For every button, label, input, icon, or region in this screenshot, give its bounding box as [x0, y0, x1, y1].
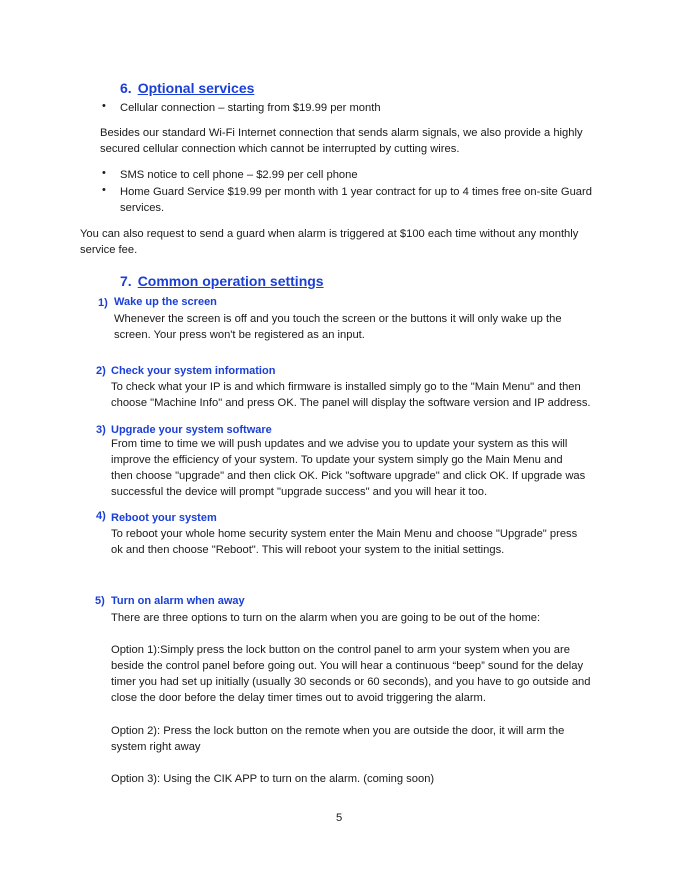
- section-6-title: Optional services: [137, 80, 255, 96]
- option-line: timer you had set up initially (usually 30 seconds or 60 seconds), and you have to go outside and: [111, 676, 591, 688]
- paragraph-line: secured cellular connection which cannot be interrupted by cutting wires.: [100, 143, 460, 155]
- option-3-text: Option 3): Using the CIK APP to turn on the alarm. (coming soon): [111, 773, 435, 785]
- item-title-system-info: Check your system information: [111, 365, 276, 377]
- paragraph-line: You can also request to send a guard when alarm is triggered at $100 each time without any monthly: [80, 228, 579, 240]
- section-7-number: 7.: [120, 273, 132, 289]
- item-number: 5): [95, 595, 105, 607]
- item-title-upgrade: Upgrade your system software: [111, 424, 272, 436]
- option-line: close the door before the delay timer times out to avoid triggering the alarm.: [111, 692, 486, 704]
- item-body-upgrade: [111, 436, 585, 500]
- section-6-heading: [120, 80, 254, 96]
- item-line: improve the efficiency of your system. To update your system simply go the Main Menu and: [111, 454, 563, 466]
- item-line: screen. Your press won't be registered as an input.: [114, 329, 365, 341]
- bullet-home-guard: [120, 184, 592, 216]
- item-line: then choose "upgrade" and then click OK. Pick "software upgrade" and click OK. If upgrade was: [111, 470, 586, 482]
- item-line: successful the device will prompt "upgrade success" and you will hear it too.: [111, 486, 488, 498]
- page-number: 5: [336, 812, 343, 824]
- paragraph-line: service fee.: [80, 244, 138, 256]
- bullet-sms: SMS notice to cell phone – $2.99 per cell phone: [120, 169, 358, 181]
- item-number: 4): [96, 510, 106, 522]
- item-title-wake-screen: Wake up the screen: [114, 296, 217, 308]
- option-2-text: [111, 723, 564, 755]
- item-line: To check what your IP is and which firmware is installed simply go to the "Main Menu" and then: [111, 381, 581, 393]
- option-line: Option 2): Press the lock button on the remote when you are outside the door, it will arm the: [111, 725, 565, 737]
- option-line: beside the control panel before going out. You will hear a continuous “beep” sound for the delay: [111, 660, 584, 672]
- bullet-dot-icon: •: [102, 100, 106, 112]
- item-line: From time to time we will push updates and we advise you to update your system as this will: [111, 438, 568, 450]
- section-7-title: Common operation settings: [137, 273, 324, 289]
- section-6-number: 6.: [120, 80, 132, 96]
- item-body-reboot: [111, 526, 577, 558]
- item-number: 3): [96, 424, 106, 436]
- bullet-dot-icon: •: [102, 184, 106, 196]
- paragraph-guard-fee: [80, 226, 578, 258]
- item-body-system-info: [111, 379, 591, 411]
- item-line: To reboot your whole home security system enter the Main Menu and choose "Upgrade" press: [111, 528, 578, 540]
- item-body-alarm-away: There are three options to turn on the alarm when you are going to be out of the home:: [111, 612, 541, 624]
- option-line: system right away: [111, 741, 201, 753]
- bullet-dot-icon: •: [102, 167, 106, 179]
- option-1-text: [111, 642, 591, 706]
- option-line: Option 1):Simply press the lock button on the control panel to arm your system when you are: [111, 644, 570, 656]
- item-line: choose "Machine Info" and press OK. The panel will display the software version and IP address.: [111, 397, 591, 409]
- paragraph-line: Besides our standard Wi-Fi Internet connection that sends alarm signals, we also provide a highly: [100, 127, 583, 139]
- item-line: Whenever the screen is off and you touch the screen or the buttons it will only wake up the: [114, 313, 562, 325]
- bullet-line: services.: [120, 202, 165, 214]
- section-7-heading: [120, 273, 324, 289]
- item-number: 2): [96, 365, 106, 377]
- bullet-cellular: Cellular connection – starting from $19.99 per month: [120, 102, 381, 114]
- item-title-reboot: Reboot your system: [111, 512, 217, 524]
- item-number: 1): [98, 297, 108, 309]
- item-body-wake-screen: [114, 311, 562, 343]
- paragraph-cellular-info: [100, 125, 583, 157]
- item-title-alarm-away: Turn on alarm when away: [111, 595, 245, 607]
- item-line: ok and then choose "Reboot". This will reboot your system to the initial settings.: [111, 544, 505, 556]
- bullet-line: Home Guard Service $19.99 per month with 1 year contract for up to 4 times free on-site Guard: [120, 186, 592, 198]
